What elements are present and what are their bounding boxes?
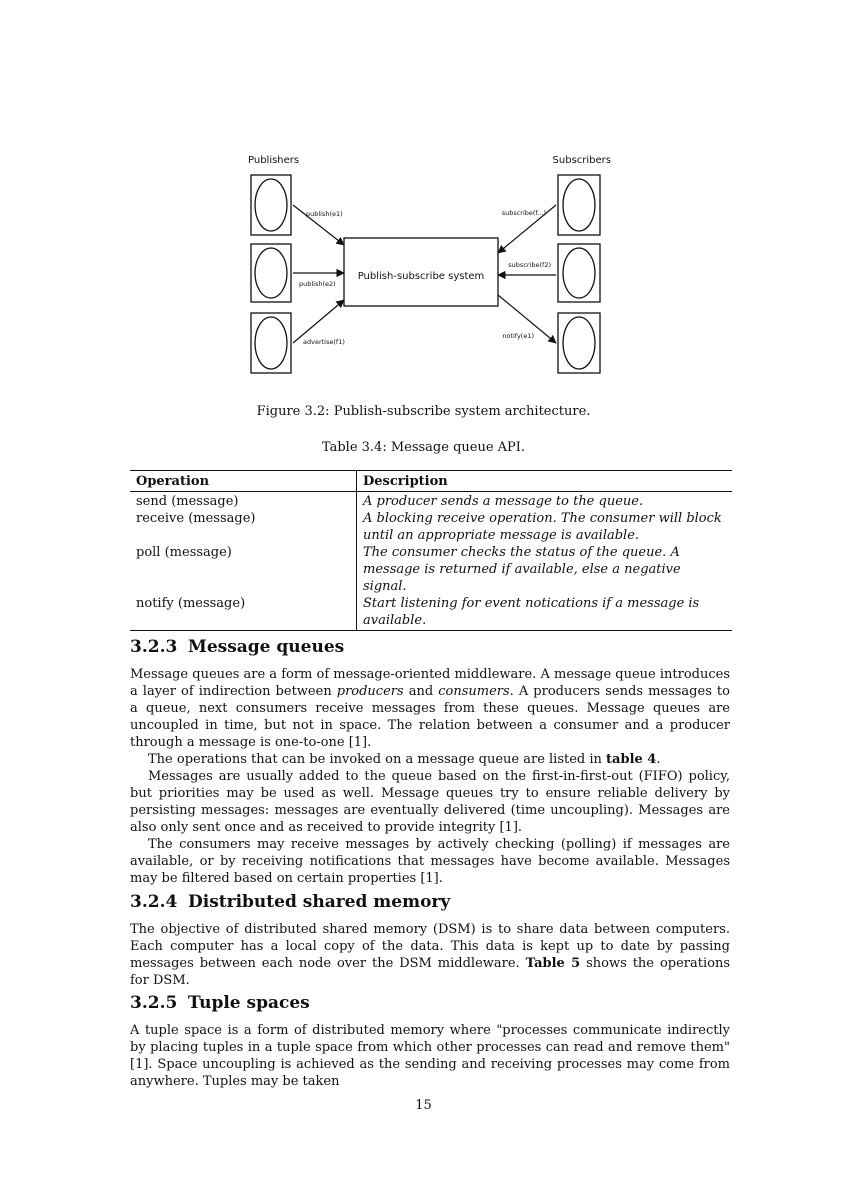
description-cell: The consumer checks the status of the queue. A message is returned if available, else a negative signal. bbox=[363, 545, 681, 594]
subscribers-label: Subscribers bbox=[552, 155, 611, 166]
pubsub-figure bbox=[246, 150, 614, 386]
emphasis-producers: producers bbox=[336, 684, 404, 699]
figure-caption: Figure 3.2: Publish-subscribe system architecture. bbox=[256, 404, 591, 419]
arrow-label-publish-2: publish(e2) bbox=[299, 280, 336, 288]
table-reference: table 4 bbox=[606, 752, 657, 767]
table-row bbox=[130, 544, 732, 595]
subscriber-node bbox=[558, 313, 600, 373]
system-label: Publish-subscribe system bbox=[357, 271, 485, 282]
arrow-label-subscribe-2: subscribe(f2) bbox=[508, 261, 551, 269]
paragraph bbox=[130, 751, 730, 768]
section-number: 3.2.4 bbox=[130, 892, 178, 912]
text-run: The objective of distributed shared memory (DSM) is to share data between computers. Each computer has a local copy of the data. This data is kept up to date by passing messages between each node over the DSM middleware. bbox=[130, 922, 730, 971]
table-row bbox=[130, 492, 732, 511]
section-message-queues bbox=[130, 634, 730, 887]
table-row bbox=[130, 510, 732, 544]
text-run: . bbox=[656, 752, 661, 767]
description-cell: Start listening for event notications if a message is available. bbox=[357, 595, 733, 631]
message-queue-api-table bbox=[130, 470, 732, 631]
table-header-description: Description bbox=[357, 471, 733, 492]
arrow-label-publish-1: publish(e1) bbox=[306, 210, 343, 218]
paragraph: Messages are usually added to the queue based on the first-in-first-out (FIFO) policy, but priorities may be used as well. Message queues try to ensure reliable delivery by persisting messages: messages are eventually delivered (time uncoupling). Messages are also only sent once and as received to provide integrity [1]. bbox=[130, 769, 730, 835]
section-number: 3.2.3 bbox=[130, 637, 178, 657]
paragraph: A tuple space is a form of distributed memory where "processes communicate indirectly by placing tuples in a tuple space from which other processes can read and remove them" [1]. Space uncoupling is achieved as the sending and receiving processes may come from anywhere. Tuples may be taken bbox=[130, 1023, 730, 1089]
section-distributed-shared-memory bbox=[130, 889, 730, 989]
publisher-node bbox=[251, 244, 291, 302]
paragraph bbox=[130, 666, 730, 751]
description-cell: A producer sends a message to the queue. bbox=[363, 494, 644, 509]
publisher-node bbox=[251, 175, 291, 235]
text-run: . A producers sends messages to a queue, next consumers receive messages from these queues. Message queues are uncoupled in time, but not in space. The relation between a consumer and a producer through a message is one-to-one [1]. bbox=[130, 684, 730, 750]
arrow-label-notify: notify(e1) bbox=[502, 332, 534, 340]
description-cell: A blocking receive operation. The consumer will block until an appropriate message is available. bbox=[363, 511, 722, 543]
table-row bbox=[130, 595, 732, 631]
page-number: 15 bbox=[415, 1098, 432, 1113]
section-title: Tuple spaces bbox=[188, 993, 310, 1013]
section-title: Distributed shared memory bbox=[188, 892, 451, 912]
section-heading bbox=[130, 634, 730, 660]
table-caption: Table 3.4: Message queue API. bbox=[321, 440, 526, 455]
section-heading bbox=[130, 889, 730, 915]
table-header-operation: Operation bbox=[130, 471, 357, 492]
subscriber-node bbox=[558, 244, 600, 302]
arrow-advertise bbox=[293, 300, 344, 343]
table-reference: Table 5 bbox=[525, 956, 581, 971]
text-run: shows the operations for DSM. bbox=[130, 956, 730, 988]
arrow-label-advertise: advertise(f1) bbox=[303, 338, 345, 346]
subscriber-node bbox=[558, 175, 600, 235]
publishers-label: Publishers bbox=[248, 155, 300, 166]
section-number: 3.2.5 bbox=[130, 993, 178, 1013]
operation-cell: send (message) bbox=[130, 492, 357, 511]
operation-cell: receive (message) bbox=[130, 510, 357, 544]
section-heading bbox=[130, 990, 730, 1016]
paragraph bbox=[130, 921, 730, 989]
operation-cell: notify (message) bbox=[130, 595, 357, 631]
section-title: Message queues bbox=[188, 637, 345, 657]
emphasis-consumers: consumers bbox=[438, 684, 510, 699]
text-run: The operations that can be invoked on a message queue are listed in bbox=[148, 752, 607, 767]
section-tuple-spaces bbox=[130, 990, 730, 1090]
operation-cell: poll (message) bbox=[130, 544, 357, 595]
text-run: and bbox=[403, 684, 439, 699]
paragraph: The consumers may receive messages by actively checking (polling) if messages are available, or by receiving notifications that messages have become available. Messages may be filtered based on certain properties [1]. bbox=[130, 837, 730, 886]
text-run: Message queues are a form of message-oriented middleware. A message queue introduces a layer of indirection between bbox=[130, 667, 730, 699]
publisher-node bbox=[251, 313, 291, 373]
arrow-label-subscribe-1: subscribe(f...) bbox=[501, 209, 546, 217]
